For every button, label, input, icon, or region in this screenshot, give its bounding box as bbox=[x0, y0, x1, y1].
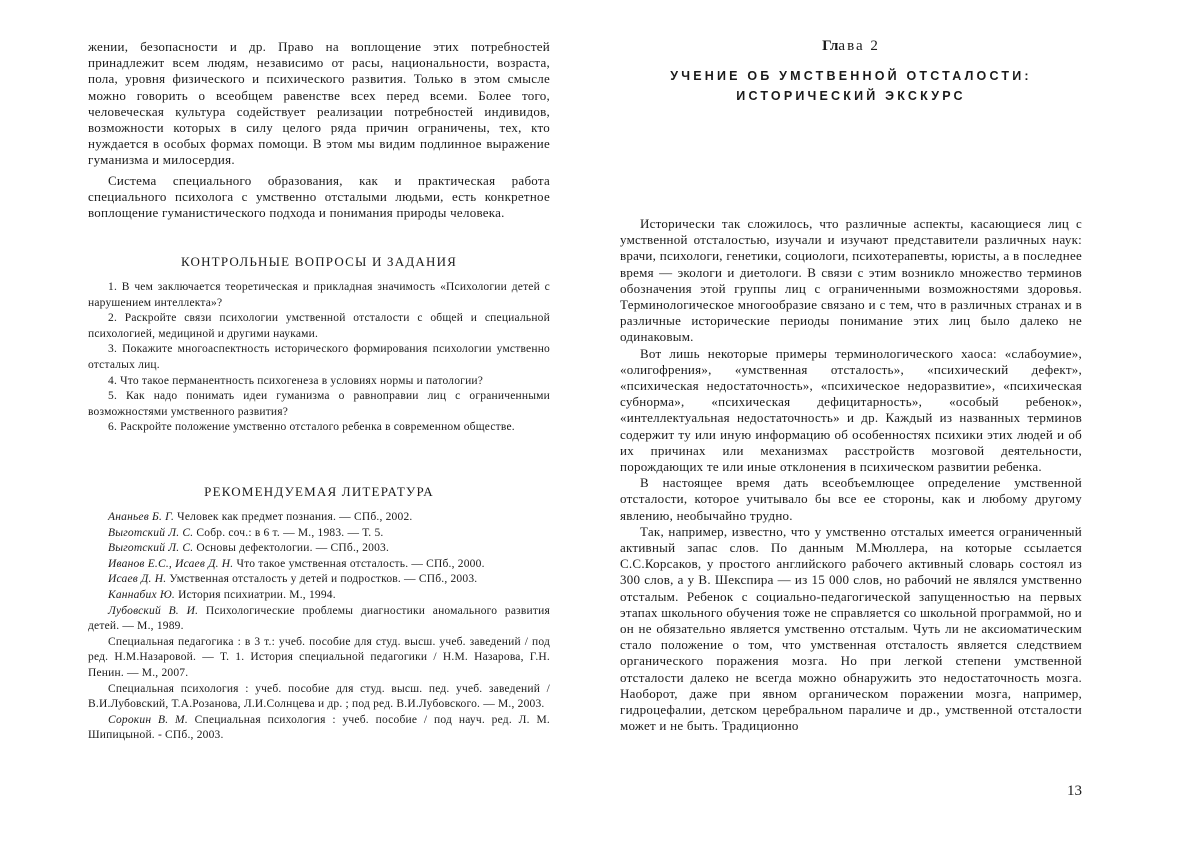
literature-author: Выготский Л. С. bbox=[108, 527, 193, 539]
literature-item bbox=[88, 713, 550, 744]
literature-item bbox=[88, 635, 550, 682]
chapter-title-line2: ИСТОРИЧЕСКИЙ ЭКСКУРС bbox=[620, 86, 1082, 106]
body-paragraph: Исторически так сложилось, что различные аспекты, касающиеся лиц с умственной отсталостью, изучали и изучают представители различных наук: врачи, психологи, генетики, социологи, психотерапевты, юристы, а в последнее время — экологи и диетологи. В связи с этим возникло множество терминов обозначения этой группы лиц с ограниченными возможностями здоровья. Терминологическое многообразие связано и с тем, что в различных странах и в различные исторические периоды понимание этих лиц было далеко не одинаковым. bbox=[620, 216, 1082, 346]
system-paragraph: Система специального образования, как и практическая работа специального психолога с умственно отсталыми людьми, есть конкретное воплощение гуманистического подхода и понимания природы человека. bbox=[88, 173, 550, 222]
literature-text: Умственная отсталость у детей и подростков. — СПб., 2003. bbox=[166, 573, 477, 585]
body-paragraph: Вот лишь некоторые примеры терминологического хаоса: «слабоумие», «олигофрения», «умственная отсталость», «психический дефект», «психическая недостаточность», «психическое недоразвитие», «психическая субнорма», «психическая дефицитарность», «особый ребенок», «интеллектуальная недостаточность» и др. Каждый из названных терминов содержит ту или иную информацию об особенностях психики этих людей и об их причинах или механизмах расстройств мозговой деятельности, порождающих те или иные отклонения в психическом развитии ребенка. bbox=[620, 346, 1082, 476]
literature-author: Каннабих Ю. bbox=[108, 589, 175, 601]
literature-item bbox=[88, 572, 550, 588]
questions-heading: КОНТРОЛЬНЫЕ ВОПРОСЫ И ЗАДАНИЯ bbox=[88, 254, 550, 270]
literature-author: Ананьев Б. Г. bbox=[108, 511, 174, 523]
question-item: 1. В чем заключается теоретическая и прикладная значимость «Психологии детей с нарушением интеллекта»? bbox=[88, 280, 550, 311]
literature-text: Собр. соч.: в 6 т. — М., 1983. — Т. 5. bbox=[193, 527, 383, 539]
literature-item bbox=[88, 510, 550, 526]
literature-text: Психологические проблемы диагностики аномального развития детей. — М., 1989. bbox=[88, 605, 550, 633]
question-item: 6. Раскройте положение умственно отсталого ребенка в современном обществе. bbox=[88, 420, 550, 436]
question-item: 2. Раскройте связи психологии умственной отсталости с общей и специальной психологией, медициной и другими науками. bbox=[88, 311, 550, 342]
literature-item bbox=[88, 682, 550, 713]
chapter-word: Гл bbox=[822, 38, 838, 54]
literature-text: Специальная психология : учеб. пособие для студ. высш. пед. учеб. заведений / В.И.Лубовский, Т.А.Розанова, Л.И.Солнцева и др. ; под ред. В.И.Лубовского. — М., 2003. bbox=[88, 683, 550, 711]
literature-item bbox=[88, 541, 550, 557]
literature-heading: РЕКОМЕНДУЕМАЯ ЛИТЕРАТУРА bbox=[88, 484, 550, 500]
page-number: 13 bbox=[1067, 783, 1082, 800]
literature-text: Что такое умственная отсталость. — СПб., 2000. bbox=[233, 558, 484, 570]
literature-author: Выготский Л. С. bbox=[108, 542, 193, 554]
chapter-label bbox=[620, 38, 1082, 55]
literature-item bbox=[88, 604, 550, 635]
literature-author: Исаев Д. Н. bbox=[108, 573, 166, 585]
literature-text: Специальная психология : учеб. пособие / под науч. ред. Л. М. Шипицыной. - СПб., 2003. bbox=[88, 714, 550, 742]
literature-text: Специальная педагогика : в 3 т.: учеб. пособие для студ. высш. учеб. заведений / под ред. Н.М.Назаровой. — Т. 1. История специальной педагогики / Н.М. Назарова, Г.Н. Пенин. — М., 2007. bbox=[88, 636, 550, 679]
body-paragraph: В настоящее время дать всеобъемлющее определение умственной отсталости, которое учитывало бы все ее стороны, как и любому другому явлению, необычайно трудно. bbox=[620, 475, 1082, 524]
literature-item bbox=[88, 588, 550, 604]
question-item: 4. Что такое перманентность психогенеза в условиях нормы и патологии? bbox=[88, 374, 550, 390]
literature-author: Сорокин В. М. bbox=[108, 714, 188, 726]
chapter-body bbox=[620, 216, 1082, 735]
question-item: 3. Покажите многоаспектность исторического формирования психологии умственно отсталых лиц. bbox=[88, 342, 550, 373]
literature-author: Лубовский В. И. bbox=[108, 605, 198, 617]
continuation-paragraph: жении, безопасности и др. Право на воплощение этих потребностей принадлежит всем людям, независимо от расы, национальности, возраста, пола, уровня физического и психического развития. Только в этом смысле можно говорить о всеобщем равенстве всех перед всеми. Более того, человеческая культура содействует реализации потребностей индивидов, возможности которых в силу целого ряда причин ограничены, тех, кто нуждается в особых формах помощи. В этом мы видим подлинное выражение гуманизма и милосердия. bbox=[88, 39, 550, 169]
questions-list bbox=[88, 280, 550, 436]
literature-text: История психиатрии. М., 1994. bbox=[175, 589, 336, 601]
chapter-title-line1: УЧЕНИЕ ОБ УМСТВЕННОЙ ОТСТАЛОСТИ: bbox=[620, 66, 1082, 86]
literature-author: Иванов Е.С., Исаев Д. Н. bbox=[108, 558, 233, 570]
literature-list bbox=[88, 510, 550, 744]
literature-item bbox=[88, 526, 550, 542]
question-item: 5. Как надо понимать идеи гуманизма о равноправии лиц с ограниченными возможностями умственного развития? bbox=[88, 389, 550, 420]
literature-text: Человек как предмет познания. — СПб., 2002. bbox=[174, 511, 412, 523]
literature-text: Основы дефектологии. — СПб., 2003. bbox=[193, 542, 389, 554]
literature-item bbox=[88, 557, 550, 573]
chapter-number: ава 2 bbox=[838, 38, 879, 54]
body-paragraph: Так, например, известно, что у умственно отсталых имеется ограниченный активный запас слов. По данным М.Мюллера, на которые ссылается С.С.Корсаков, у простого английского рабочего активный словарь состоял из 300 слов, а у В. Шекспира — из 15 000 слов, но рабочий не являлся умственно отсталым. Ребенок с социально-педагогической запущенностью на первых этапах школьного обучения тоже не справляется со школьной программой, но и он не обязательно является умственно отсталым. Чуть ли не аксиоматическим стало положение о том, что умственная отсталость является следствием органического поражения мозга. Но при легкой степени умственной отсталости далеко не всегда можно обнаружить это недостаточность мозга. Наоборот, даже при явном органическом поражении мозга, например, гидроцефалии, детском церебральном параличе и др., умственной отсталости может и не быть. Традиционно bbox=[620, 524, 1082, 735]
